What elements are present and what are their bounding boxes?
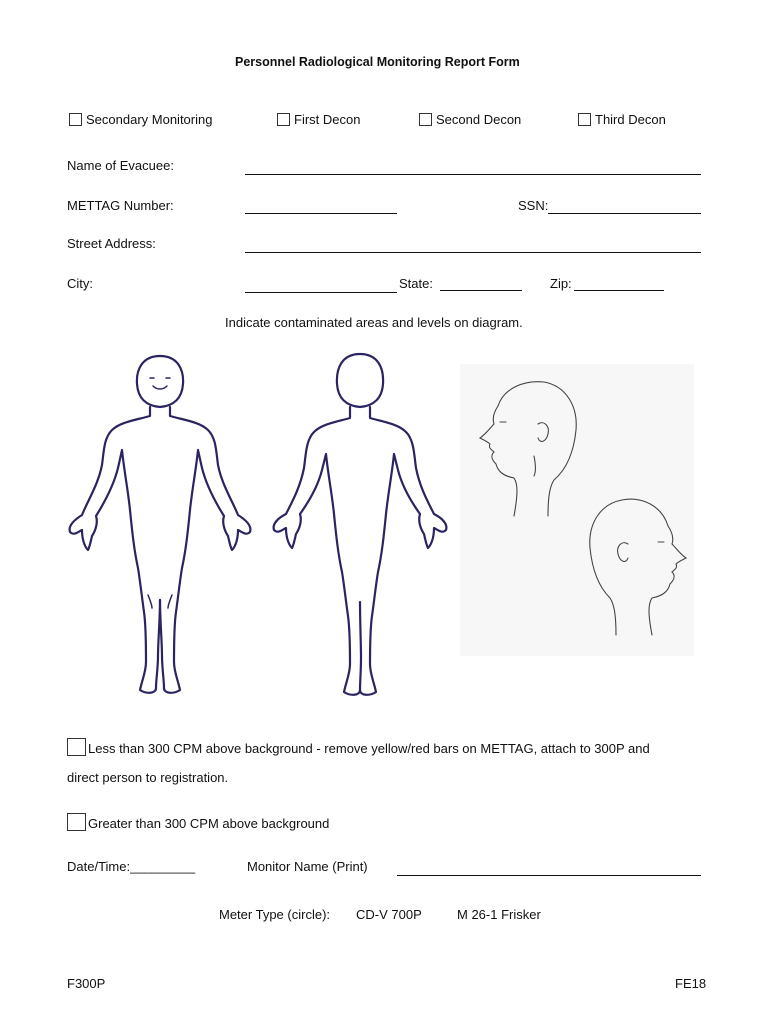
head-left-profile-diagram[interactable]: [474, 376, 584, 526]
name-field[interactable]: [245, 174, 701, 175]
meter-option-m26-frisker[interactable]: M 26-1 Frisker: [457, 907, 541, 922]
less-than-300-option[interactable]: [67, 738, 650, 756]
ssn-label: SSN:: [518, 198, 549, 213]
checkbox[interactable]: [419, 113, 432, 126]
option-label: Third Decon: [595, 112, 666, 127]
city-field[interactable]: [245, 292, 397, 293]
head-right-profile-diagram[interactable]: [584, 490, 689, 640]
option-third-decon[interactable]: [578, 112, 666, 127]
form-title: Personnel Radiological Monitoring Report Form: [235, 55, 520, 69]
checkbox[interactable]: [578, 113, 591, 126]
monitor-name-label: Monitor Name (Print): [247, 859, 368, 874]
state-field[interactable]: [440, 290, 522, 291]
monitor-name-field[interactable]: [397, 875, 701, 876]
datetime-blank: _________: [130, 859, 196, 874]
body-back-diagram[interactable]: [262, 350, 462, 705]
checkbox[interactable]: [277, 113, 290, 126]
mettag-label: METTAG Number:: [67, 198, 174, 213]
less-than-continuation: direct person to registration.: [67, 770, 229, 785]
checkbox[interactable]: [67, 813, 86, 831]
footer-page-code: FE18: [675, 976, 707, 991]
less-than-label: Less than 300 CPM above background - remove yellow/red bars on METTAG, attach to 300P and: [88, 741, 650, 756]
option-label: Secondary Monitoring: [86, 112, 213, 127]
street-field[interactable]: [245, 252, 701, 253]
checkbox[interactable]: [69, 113, 82, 126]
option-second-decon[interactable]: [419, 112, 521, 127]
datetime-field[interactable]: [67, 859, 195, 874]
option-first-decon[interactable]: [277, 112, 360, 127]
zip-field[interactable]: [574, 290, 664, 291]
option-label: Second Decon: [436, 112, 522, 127]
option-secondary-monitoring[interactable]: [69, 112, 212, 127]
meter-type-label: Meter Type (circle):: [219, 907, 331, 922]
ssn-field[interactable]: [548, 213, 701, 214]
meter-option-cdv700p[interactable]: CD-V 700P: [356, 907, 422, 922]
zip-label: Zip:: [550, 276, 572, 291]
greater-than-300-option[interactable]: [67, 813, 329, 831]
state-label: State:: [399, 276, 433, 291]
mettag-field[interactable]: [245, 213, 397, 214]
checkbox[interactable]: [67, 738, 86, 756]
footer-form-code: F300P: [67, 976, 106, 991]
city-label: City:: [67, 276, 93, 291]
datetime-label: Date/Time:: [67, 859, 131, 874]
option-label: First Decon: [294, 112, 361, 127]
name-label: Name of Evacuee:: [67, 158, 174, 173]
diagram-instruction: Indicate contaminated areas and levels on diagram.: [225, 315, 523, 330]
body-front-diagram[interactable]: [60, 350, 260, 705]
street-label: Street Address:: [67, 236, 156, 251]
greater-than-label: Greater than 300 CPM above background: [88, 816, 330, 831]
